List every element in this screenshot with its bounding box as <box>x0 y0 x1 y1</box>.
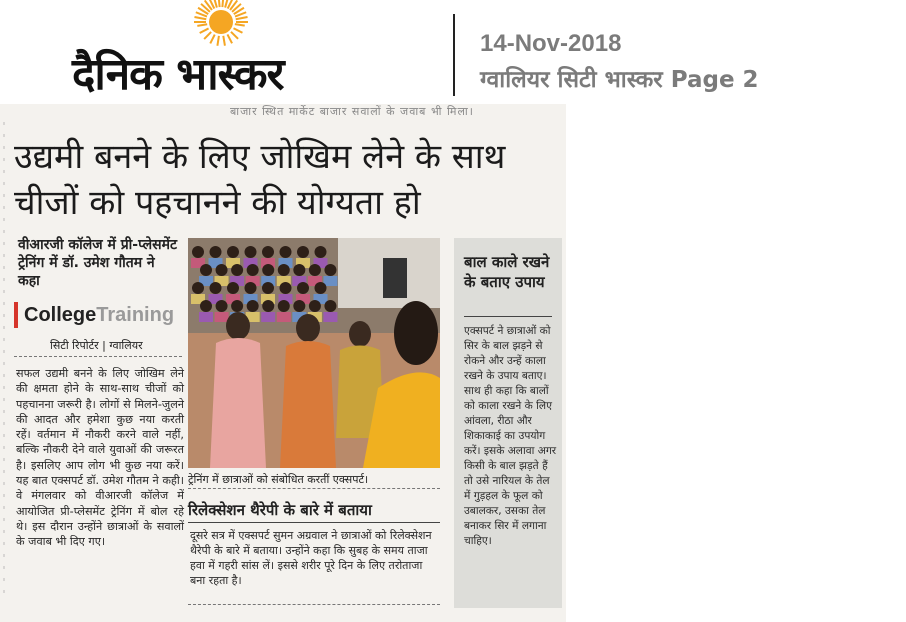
audience-head <box>231 264 243 276</box>
article-body: सफल उद्यमी बनने के लिए जोखिम लेने की क्षमता होने के साथ-साथ चीजों को पहचानना जरूरी है। लोगों से मिलने-जुलने की आदत और हमेशा कुछ नया करती रहें। वर्तमान में नौकरी करने वाले नहीं, बल्कि नौकरी देने वाले युवाओं की जरूरत है। इसलिए आप लोग भी कुछ नया करें। यह बात एक्सपर्ट डॉ. उमेश गौतम ने कही। वे मंगलवार को वीआरजी कॉलेज में आयोजित प्री-प्लेसमेंट ट्रेनिंग में बोल रहे थे। इस दौरान उन्होंने छात्राओं के सवालों के जवाब भी दिए गए। <box>16 367 184 549</box>
audience-head <box>262 300 274 312</box>
audience-head <box>200 300 212 312</box>
audience-head <box>280 282 292 294</box>
divider <box>188 604 440 605</box>
audience-head <box>278 300 290 312</box>
sun-ray <box>204 32 211 39</box>
audience-head <box>324 264 336 276</box>
sun-ray <box>235 24 245 25</box>
audience-head <box>231 300 243 312</box>
sun-ray <box>219 0 220 7</box>
divider <box>188 488 440 489</box>
audience-body <box>215 312 229 322</box>
audience-body <box>199 312 213 322</box>
audience-head <box>315 282 327 294</box>
audience-head <box>324 300 336 312</box>
audience-head <box>247 264 259 276</box>
audience-head <box>278 264 290 276</box>
page-margin <box>566 104 906 622</box>
audience-head <box>280 246 292 258</box>
sun-ray <box>234 28 243 32</box>
news-clipping <box>0 104 906 622</box>
audience-head <box>262 282 274 294</box>
byline: सिटी रिपोर्टर | ग्वालियर <box>50 339 143 352</box>
sidebar-body: एक्सपर्ट ने छात्राओं को सिर के बाल झड़ने से रोकने और उन्हें काला रखने के उपाय बताए। साथ ही कहा कि बालों को काला रखने के लिए आंवला, रीठा और शिकाकाई का उपयोग करें। इसके अलावा अगर किसी के बाल झड़ते हैं तो उसे नारियल के तेल में गुड़हल के फूल को उबालकर, उसका तेल बनाकर सिर में लगाना चाहिए। <box>464 325 557 547</box>
photo-caption: ट्रेनिंग में छात्राओं को संबोधित करतीं एक्सपर्ट। <box>188 473 369 486</box>
newspaper-logo: दैनिक भास्कर <box>72 49 284 100</box>
section-subheading: रिलेक्सेशन थैरेपी के बारे में बताया <box>188 501 372 519</box>
audience-head <box>309 264 321 276</box>
column-edge-marks <box>0 122 8 602</box>
cut-off-text: बाजार स्थित मार्केट बाजार सवालों के जवाब भी मिला। <box>230 105 474 118</box>
event-photo <box>188 238 440 468</box>
audience-head <box>216 300 228 312</box>
sun-ray <box>194 17 206 19</box>
sun-ray <box>197 24 207 26</box>
section-tag <box>14 302 174 328</box>
audience-head <box>293 264 305 276</box>
audience-head <box>262 246 274 258</box>
audience-body <box>277 312 291 322</box>
masthead-divider <box>453 14 455 96</box>
audience-head <box>210 246 222 258</box>
sun-ray <box>200 28 209 33</box>
article-headline: उद्यमी बनने के लिए जोखिम लेने के साथ चीजों को पहचानने की योग्यता हो <box>14 137 506 223</box>
audience-body <box>323 276 337 286</box>
audience-head <box>297 282 309 294</box>
audience-head <box>315 246 327 258</box>
divider <box>14 356 182 357</box>
audience-head <box>200 264 212 276</box>
audience-head <box>227 282 239 294</box>
divider <box>464 316 552 317</box>
audience-head <box>245 246 257 258</box>
sun-ray <box>236 17 248 19</box>
divider <box>188 522 440 523</box>
audience-head <box>192 246 204 258</box>
audience-head <box>192 282 204 294</box>
article-subhead: वीआरजी कॉलेज में प्री-प्लेसमेंट ट्रेनिंग में डॉ. उमेश गौतम ने कहा <box>18 237 178 289</box>
sidebar-title: बाल काले रखने के बताए उपाय <box>464 253 550 291</box>
audience-head <box>216 264 228 276</box>
audience-body <box>261 312 275 322</box>
audience-head <box>297 246 309 258</box>
audience-head <box>210 282 222 294</box>
classroom-photo-illustration <box>188 238 440 468</box>
publication-date: 14-Nov-2018 <box>480 30 622 57</box>
masthead <box>0 0 906 110</box>
section-body: दूसरे सत्र में एक्सपर्ट सुमन अग्रवाल ने छात्राओं को रिलेक्सेशन थैरेपी के बारे में बताया। उन्होंने कहा कि सुबह के समय ताजा हवा में गहरी सांस लें। इससे शरीर पूरे दिन के लिए तरोताजा बना रहता है। <box>190 529 432 587</box>
section-tag-part2: Training <box>96 304 175 326</box>
audience-body <box>323 312 337 322</box>
sun-ray <box>231 32 238 39</box>
audience-head <box>262 264 274 276</box>
audience-head <box>293 300 305 312</box>
edition-page: ग्वालियर सिटी भास्कर Page 2 <box>480 67 759 93</box>
section-tag-part1: College <box>24 304 97 326</box>
sidebar-box <box>454 238 562 608</box>
audience-head <box>247 300 259 312</box>
audience-head <box>309 300 321 312</box>
audience-head <box>227 246 239 258</box>
audience-head <box>245 282 257 294</box>
sun-ray <box>222 0 223 7</box>
